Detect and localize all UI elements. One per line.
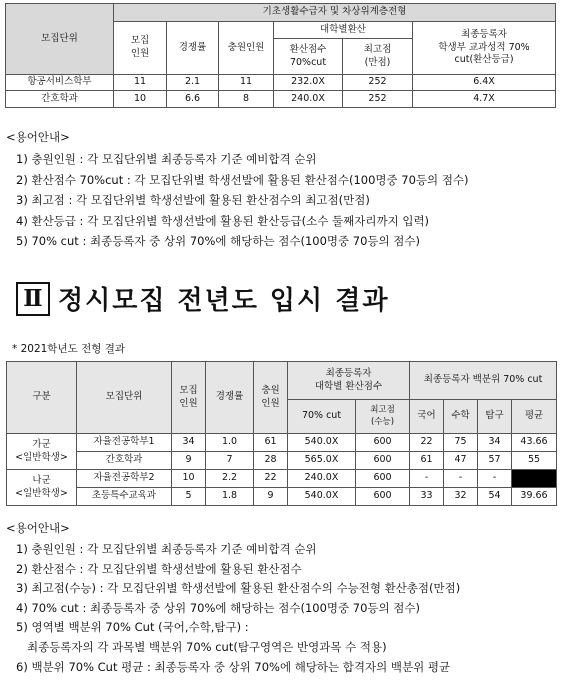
table-row <box>7 434 557 452</box>
cell-korean: - <box>410 470 444 488</box>
cell-competition: 1.8 <box>206 488 254 506</box>
cell-korean: 61 <box>410 452 444 470</box>
glossary-item: 5) 70% cut : 최종등록자 중 상위 70%에 해당하는 점수(100명중 70등의 점수) <box>16 234 420 248</box>
cell-filled: 9 <box>254 488 288 506</box>
group-label: 나군 <일반학생> <box>7 470 77 506</box>
glossary-item: 6) 백분위 70% Cut 평균 : 최종등록자 중 상위 70%에 해당하는 합격자의 백분위 평균 <box>16 659 451 674</box>
glossary-notes-2 <box>6 520 460 677</box>
header-competition: 경쟁률 <box>167 22 219 75</box>
cell-average: 43.66 <box>512 434 557 452</box>
cell-competition: 2.1 <box>167 75 219 91</box>
glossary-item: 3) 최고점(수능) : 각 모집단위별 학생선발에 활용된 환산점수의 수능전형 환산총점(만점) <box>16 581 461 596</box>
cell-cut70: 540.0X <box>288 488 356 506</box>
header-quota: 모집 인원 <box>172 362 206 434</box>
cell-korean: 33 <box>410 488 444 506</box>
cell-quota: 9 <box>172 452 206 470</box>
cell-filled: 61 <box>254 434 288 452</box>
header-percentile: 최종등록자 백분위 70% cut <box>410 362 557 400</box>
cell-unit: 간호학과 <box>77 452 172 470</box>
cell-max: 252 <box>343 91 413 108</box>
header-max: 최고점 (수능) <box>356 400 410 434</box>
cell-unit: 항공서비스학부 <box>6 75 114 91</box>
header-final: 최종등록자 학생부 교과성적 70% cut(환산등급) <box>413 22 556 75</box>
cell-max: 600 <box>356 470 410 488</box>
cell-filled: 22 <box>254 470 288 488</box>
glossary-item: 1) 충원인원 : 각 모집단위별 최종등록자 기준 예비합격 순위 <box>16 542 317 556</box>
table-row <box>7 452 557 470</box>
glossary-item: 1) 충원인원 : 각 모집단위별 최종등록자 기준 예비합격 순위 <box>16 152 317 166</box>
cell-inquiry: - <box>478 470 512 488</box>
cell-filled: 11 <box>219 75 274 91</box>
glossary-item: 2) 환산점수 : 각 모집단위별 학생선발에 활용된 환산점수 <box>16 561 302 576</box>
cell-filled: 8 <box>219 91 274 108</box>
glossary-item: 2) 환산점수 70%cut : 각 모집단위별 학생선발에 활용된 환산점수(100명중 70등의 점수) <box>16 172 469 187</box>
group-label: 가군 <일반학생> <box>7 434 77 470</box>
cell-unit: 자율전공학부1 <box>77 434 172 452</box>
glossary-item: 5) 영역별 백분위 70% Cut (국어,수학,탐구) : <box>16 620 249 635</box>
cell-quota: 10 <box>172 470 206 488</box>
header-conversion: 최종등록자 대학별 환산점수 <box>288 362 410 400</box>
cell-competition: 1.0 <box>206 434 254 452</box>
cell-max: 600 <box>356 434 410 452</box>
header-unit: 모집단위 <box>6 4 114 75</box>
header-track: 기초생활수급자 및 차상위계층전형 <box>114 4 556 22</box>
cell-filled: 28 <box>254 452 288 470</box>
cell-quota: 5 <box>172 488 206 506</box>
glossary-title: <용어안내> <box>6 130 70 144</box>
header-conv-score: 환산점수 70%cut <box>274 39 343 75</box>
cell-average: 55 <box>512 452 557 470</box>
glossary-item: 최종등록자의 각 과목별 백분위 70% cut(탐구영역은 반영과목 수 적용) <box>16 639 387 654</box>
cell-unit: 자율전공학부2 <box>77 470 172 488</box>
header-category: 구분 <box>7 362 77 434</box>
glossary-item: 4) 70% cut : 최종등록자 중 상위 70%에 해당하는 점수(100명중 70등의 점수) <box>16 600 420 615</box>
section-heading <box>16 280 389 317</box>
cell-max: 600 <box>356 452 410 470</box>
glossary-title: <용어안내> <box>6 521 70 535</box>
header-quota: 모집 인원 <box>114 22 167 75</box>
glossary-notes-1 <box>6 129 469 252</box>
cell-math: - <box>444 470 478 488</box>
header-filled: 충원인원 <box>219 22 274 75</box>
cell-cut70: 565.0X <box>288 452 356 470</box>
header-competition: 경쟁률 <box>206 362 254 434</box>
header-conversion: 대학별환산 <box>274 22 413 39</box>
cell-competition: 6.6 <box>167 91 219 108</box>
cell-inquiry: 57 <box>478 452 512 470</box>
cell-max: 252 <box>343 75 413 91</box>
section-number: Ⅱ <box>16 282 50 316</box>
glossary-item: 4) 환산등급 : 각 모집단위별 학생선발에 활용된 환산등급(소수 둘째자리까지 입력) <box>16 213 430 228</box>
section-title: 정시모집 전년도 입시 결과 <box>58 286 390 316</box>
cell-grade: 4.7X <box>413 91 556 108</box>
cell-conv: 232.0X <box>274 75 343 91</box>
header-math: 수학 <box>444 400 478 434</box>
admission-table-2022 <box>5 3 556 108</box>
cell-conv: 240.0X <box>274 91 343 108</box>
table-row <box>7 488 557 506</box>
cell-quota: 11 <box>114 75 167 91</box>
cell-quota: 10 <box>114 91 167 108</box>
table-row <box>6 91 556 108</box>
cell-cut70: 240.0X <box>288 470 356 488</box>
regular-admission-results-table <box>6 361 557 506</box>
year-subheading: * 2021학년도 전형 결과 <box>12 343 125 355</box>
header-max: 최고점 (만점) <box>343 39 413 75</box>
cell-quota: 34 <box>172 434 206 452</box>
cell-max: 600 <box>356 488 410 506</box>
cell-inquiry: 34 <box>478 434 512 452</box>
glossary-item: 3) 최고점 : 각 모집단위별 학생선발에 활용된 환산점수의 최고점(만점) <box>16 193 370 207</box>
header-inquiry: 탐구 <box>478 400 512 434</box>
cell-cut70: 540.0X <box>288 434 356 452</box>
header-average: 평균 <box>512 400 557 434</box>
cell-average: 39.66 <box>512 488 557 506</box>
cell-competition: 2.2 <box>206 470 254 488</box>
cell-unit: 간호학과 <box>6 91 114 108</box>
cell-korean: 22 <box>410 434 444 452</box>
cell-average-blank <box>512 470 557 488</box>
cell-competition: 7 <box>206 452 254 470</box>
cell-math: 32 <box>444 488 478 506</box>
header-filled: 충원 인원 <box>254 362 288 434</box>
cell-math: 75 <box>444 434 478 452</box>
cell-inquiry: 54 <box>478 488 512 506</box>
table-row <box>7 470 557 488</box>
header-korean: 국어 <box>410 400 444 434</box>
table-row <box>6 75 556 91</box>
header-unit: 모집단위 <box>77 362 172 434</box>
cell-grade: 6.4X <box>413 75 556 91</box>
cell-unit: 초등특수교육과 <box>77 488 172 506</box>
cell-math: 47 <box>444 452 478 470</box>
header-cut70: 70% cut <box>288 400 356 434</box>
